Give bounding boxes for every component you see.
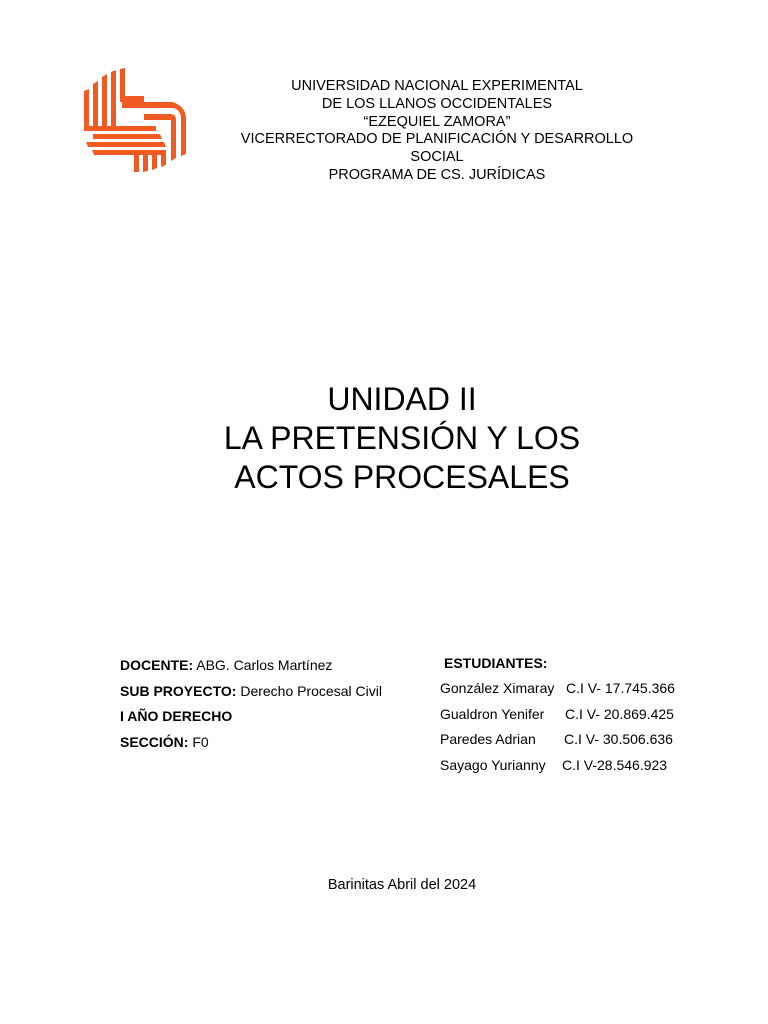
list-item [440, 705, 700, 731]
subproyecto-value: Derecho Procesal Civil [236, 682, 382, 699]
list-item [440, 679, 700, 705]
student-name: Paredes Adrian [440, 731, 536, 748]
student-name: Gualdron Yenifer [440, 705, 545, 722]
document-title [150, 380, 654, 497]
student-name: González Ximaray [440, 680, 555, 696]
seccion-row [120, 733, 382, 759]
title-line: LA PRETENSIÓN Y LOS [223, 420, 581, 456]
student-ci: C.I V- 20.869.425 [565, 705, 674, 722]
docente-row [120, 656, 382, 682]
list-item [440, 730, 700, 756]
subproyecto-label: SUB PROYECTO: [120, 682, 237, 699]
header-line: “EZEQUIEL ZAMORA” [363, 113, 511, 130]
students-list [440, 654, 700, 782]
seccion-value: F0 [188, 733, 209, 750]
header-line: SOCIAL [410, 149, 464, 166]
institution-header [218, 78, 656, 185]
docente-value: ABG. Carlos Martínez [193, 657, 333, 673]
list-item [440, 756, 700, 782]
anio-row [120, 707, 382, 733]
place-date: Barinitas Abril del 2024 [327, 877, 477, 893]
anio-label: I AÑO DERECHO [120, 708, 233, 724]
header-line: DE LOS LLANOS OCCIDENTALES [321, 95, 553, 112]
header-line: UNIVERSIDAD NACIONAL EXPERIMENTAL [291, 78, 583, 94]
student-ci: C.I V- 30.506.636 [564, 731, 673, 748]
student-ci: C.I V- 17.745.366 [566, 680, 675, 696]
title-line: UNIDAD II [327, 381, 477, 417]
course-info [120, 656, 382, 758]
student-ci: C.I V-28.546.923 [562, 757, 668, 774]
title-line: ACTOS PROCESALES [234, 459, 570, 495]
students-heading: ESTUDIANTES: [444, 655, 548, 671]
university-logo-icon [82, 68, 188, 172]
seccion-label: SECCIÓN: [120, 733, 189, 750]
header-line: VICERRECTORADO DE PLANIFICACIÓN Y DESARROLLO [240, 131, 634, 148]
header-line: PROGRAMA DE CS. JURÍDICAS [328, 166, 546, 183]
docente-label: DOCENTE: [120, 657, 194, 673]
student-name: Sayago Yurianny [440, 757, 546, 774]
subproyecto-row [120, 682, 382, 708]
